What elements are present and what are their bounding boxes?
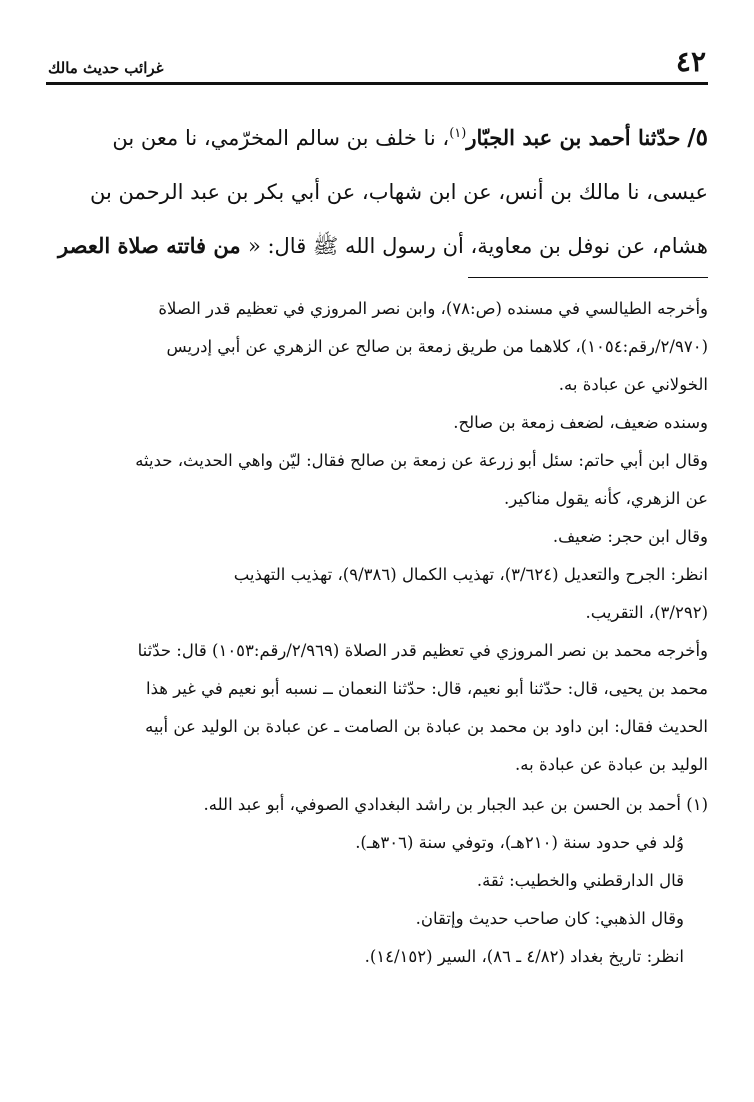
note-line: (٢/٩٧٠/رقم:١٠٥٤)، كلاهما من طريق زمعة بن صالح عن الزهري عن أبي إدريس [166,337,708,356]
note-line: انظر: الجرح والتعديل (٣/٦٢٤)، تهذيب الكمال (٩/٣٨٦)، تهذيب التهذيب [233,565,708,584]
note-line: وأخرجه محمد بن نصر المروزي في تعظيم قدر الصلاة (٢/٩٦٩/رقم:١٠٥٣) قال: حدّثنا [137,641,708,660]
hadith-line-2: عيسى، نا مالك بن أنس، عن ابن شهاب، عن أبي بكر بن عبد الرحمن بن [90,180,708,204]
note-line: وقال ابن أبي حاتم: سئل أبو زرعة عن زمعة بن صالح فقال: ليّن واهي الحديث، حديثه [135,451,708,470]
notes-block [46,290,708,976]
running-title: غرائب حديث مالك [48,59,164,77]
note-line: محمد بن يحيى، قال: حدّثنا أبو نعيم، قال: حدّثنا النعمان ــ نسبه أبو نعيم في غير هذا [146,679,708,698]
footnote-line: وقال الذهبي: كان صاحب حديث وإتقان. [415,909,684,928]
hadith-line-1-rest: ، نا خلف بن سالم المخرّمي، نا معن بن [112,126,450,150]
note-line: وقال ابن حجر: ضعيف. [552,527,708,546]
hadith-line-3: هشام، عن نوفل بن معاوية، أن رسول الله ﷺ قال: « من فاتته صلاة العصر [58,233,708,258]
hadith-number: ٥/ [687,124,708,151]
footnote-lead: (١) أحمد بن الحسن بن عبد الجبار بن راشد البغدادي الصوفي، أبو عبد الله. [203,795,708,814]
note-line: وسنده ضعيف، لضعف زمعة بن صالح. [453,413,708,432]
footnote-reference: (١) [449,126,467,141]
note-line: الخولاني عن عبادة به. [558,375,708,394]
note-line: الحديث فقال: ابن داود بن محمد بن عبادة بن الصامت ـ عن عبادة بن الوليد عن أبيه [145,717,708,736]
note-line: عن الزهري، كأنه يقول مناكير. [504,489,708,508]
main-text [46,107,708,273]
page-number: ٤٢ [675,45,706,78]
page-header [46,45,708,85]
hadith-matn-bold: من فاتته صلاة العصر [58,233,248,258]
footnote-separator [468,277,708,278]
note-line: الوليد بن عبادة عن عبادة به. [515,755,708,774]
footnote-1 [46,786,708,976]
footnote-line: قال الدارقطني والخطيب: ثقة. [476,871,684,890]
footnote-line: وُلد في حدود سنة (٢١٠هـ)، وتوفي سنة (٣٠٦هـ). [355,833,684,852]
hadith-opening: حدّثنا أحمد بن عبد الجبّار [466,125,681,150]
hadith-line-1 [46,107,708,165]
note-line: وأخرجه الطيالسي في مسنده (ص:٧٨)، وابن نصر المروزي في تعظيم قدر الصلاة [158,299,708,318]
note-line: (٣/٢٩٢)، التقريب. [585,603,708,622]
footnote-line: انظر: تاريخ بغداد (٤/٨٢ ـ ٨٦)، السير (١٤/١٥٢). [364,947,684,966]
